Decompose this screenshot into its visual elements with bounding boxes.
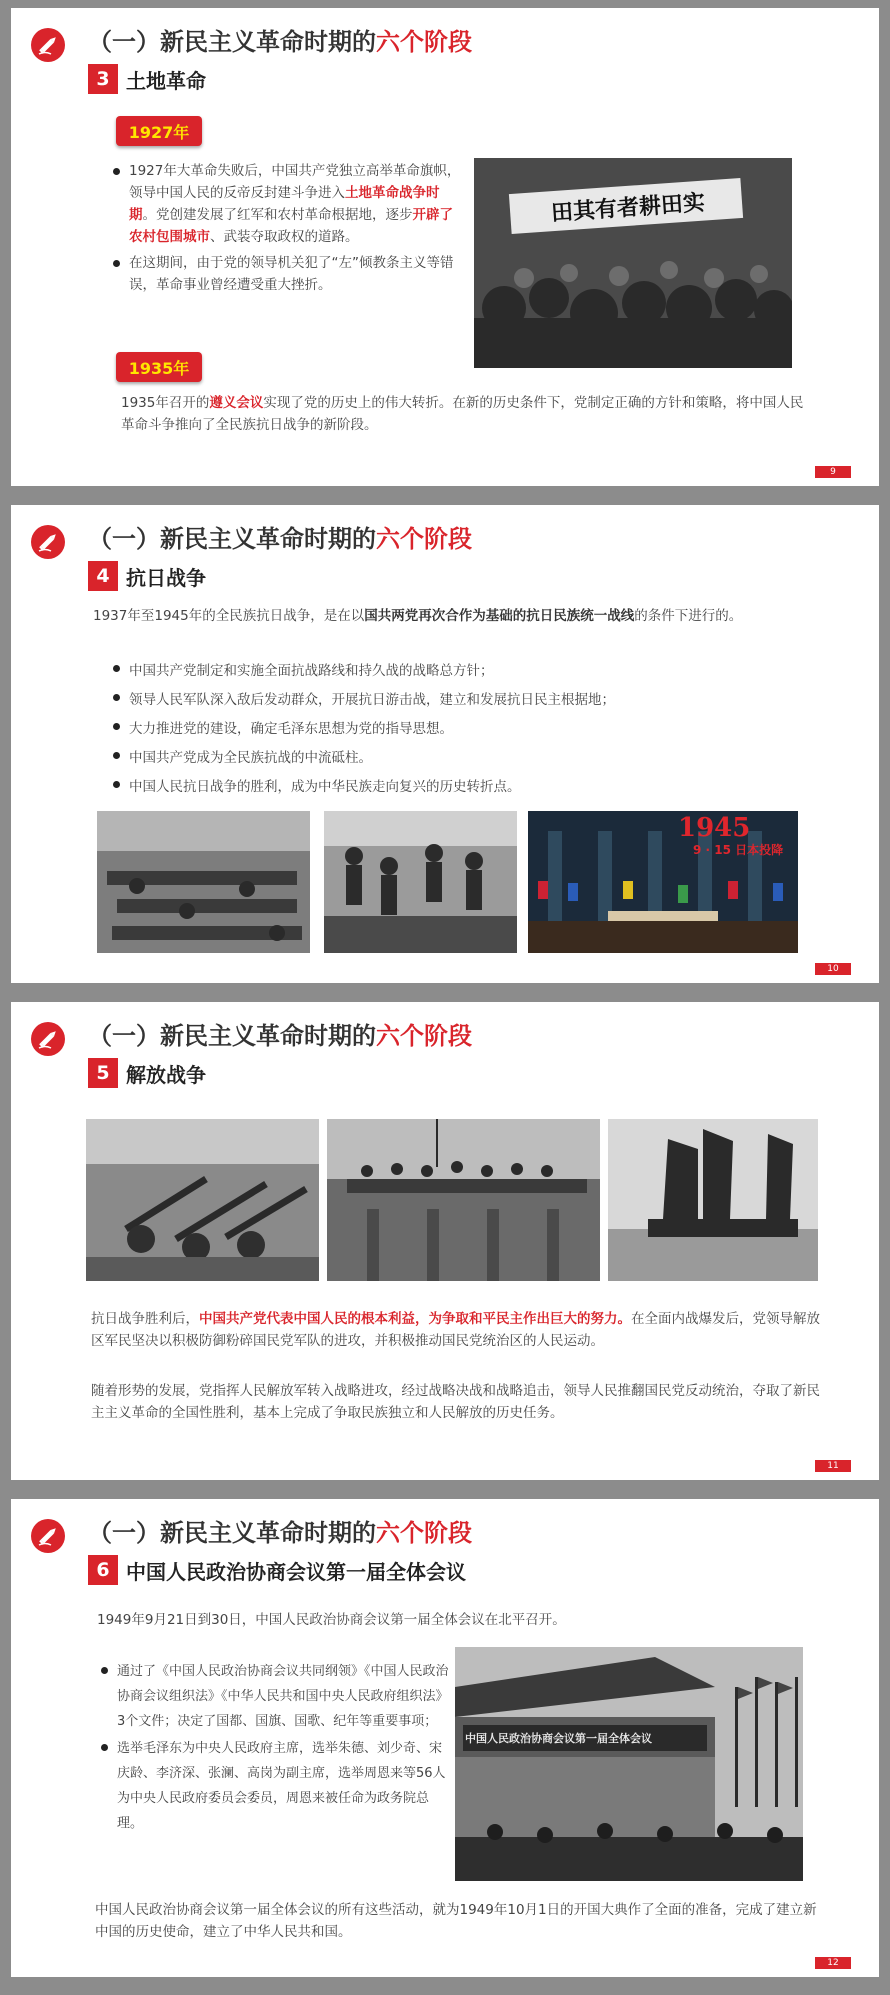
page-number: 9	[815, 466, 851, 478]
subsection-title: 抗日战争	[126, 565, 206, 590]
liberation-paragraph-2: 随着形势的发展，党指挥人民解放军转入战略进攻，经过战略决战和战略追击，领导人民推翻国民党反动统治，夺取了新民主主义革命的全国性胜利，基本上完成了争取民族独立和人民解放的历史任务。	[91, 1383, 820, 1421]
subsection-header	[88, 1555, 466, 1585]
intro-paragraph: 1949年9月21日到30日，中国人民政治协商会议第一届全体会议在北平召开。	[97, 1612, 566, 1628]
subsection-header	[88, 561, 206, 591]
list-item: 通过了《中国人民政治协商会议共同纲领》《中国人民政治协商会议组织法》《中华人民共和国中央人民政府组织法》3个文件；决定了国都、国旗、国歌、纪年等重要事项；	[99, 1659, 449, 1734]
list-item: 中国共产党成为全民族抗战的中流砥柱。	[111, 744, 831, 773]
subsection-title: 土地革命	[126, 68, 206, 93]
pencil-icon	[31, 525, 65, 559]
subsection-number: 4	[88, 561, 118, 591]
artillery-photo	[97, 811, 310, 953]
cannons-photo	[86, 1119, 319, 1281]
section-title: （一）新民主义革命时期的六个阶段	[88, 524, 472, 553]
soldiers-photo	[324, 811, 517, 953]
land-reform-photo	[474, 158, 792, 368]
intro-paragraph: 1937年至1945年的全民族抗日战争，是在以国共两党再次合作为基础的抗日民族统一战线的条件下进行的。	[93, 608, 743, 624]
surrender-ceremony-photo	[528, 811, 798, 953]
pencil-icon	[31, 28, 65, 62]
subsection-title: 中国人民政治协商会议第一届全体会议	[126, 1559, 466, 1584]
section-title: （一）新民主义革命时期的六个阶段	[88, 27, 472, 56]
subsection-header	[88, 1058, 206, 1088]
building-capture-photo	[327, 1119, 600, 1281]
slide-9	[11, 8, 879, 486]
section-title: （一）新民主义革命时期的六个阶段	[88, 1518, 472, 1547]
bullet-list	[111, 657, 831, 802]
year-badge-1927: 1927年	[116, 116, 202, 146]
pencil-icon	[31, 1022, 65, 1056]
year-badge-1935: 1935年	[116, 352, 202, 382]
bullet-list	[99, 1659, 449, 1836]
subsection-number: 6	[88, 1555, 118, 1585]
list-item: 1927年大革命失败后，中国共产党独立高举革命旗帜，领导中国人民的反帝反封建斗争进入土地革命战争时期。党创建发展了红军和农村革命根据地，逐步开辟了农村包围城市、武装夺取政权的道路。	[111, 160, 463, 248]
slide-12	[11, 1499, 879, 1977]
page-number: 11	[815, 1460, 851, 1472]
outro-paragraph: 中国人民政治协商会议第一届全体会议的所有这些活动，就为1949年10月1日的开国大典作了全面的准备，完成了建立新中国的历史使命，建立了中华人民共和国。	[95, 1902, 817, 1940]
list-item: 选举毛泽东为中央人民政府主席，选举朱德、刘少奇、宋庆龄、李济深、张澜、高岗为副主席，选举周恩来等56人为中央人民政府委员会委员，周恩来被任命为政务院总理。	[99, 1736, 449, 1836]
list-item: 领导人民军队深入敌后发动群众，开展抗日游击战，建立和发展抗日民主根据地；	[111, 686, 831, 715]
subsection-number: 5	[88, 1058, 118, 1088]
list-item: 在这期间，由于党的领导机关犯了“左”倾教条主义等错误，革命事业曾经遭受重大挫折。	[111, 252, 463, 296]
list-item: 中国共产党制定和实施全面抗战路线和持久战的战略总方针；	[111, 657, 831, 686]
page-number: 12	[815, 1957, 851, 1969]
cppcc-session-photo	[455, 1647, 803, 1881]
page-number: 10	[815, 963, 851, 975]
subsection-number: 3	[88, 64, 118, 94]
photo-caption-text: 9 · 15 日本投降	[693, 843, 784, 857]
photo-banner-text: 中国人民政治协商会议第一届全体会议	[465, 1732, 652, 1745]
river-crossing-photo	[608, 1119, 818, 1281]
bullet-list	[111, 160, 463, 296]
photo-banner-text: 田其有者耕田实	[550, 189, 706, 227]
list-item: 大力推进党的建设，确定毛泽东思想为党的指导思想。	[111, 715, 831, 744]
pencil-icon	[31, 1519, 65, 1553]
photo-year-text: 1945	[678, 813, 751, 843]
subsection-header	[88, 64, 206, 94]
slide-10	[11, 505, 879, 983]
zunyi-paragraph: 1935年召开的遵义会议实现了党的历史上的伟大转折。在新的历史条件下，党制定正确的方针和策略，将中国人民革命斗争推向了全民族抗日战争的新阶段。	[121, 395, 804, 433]
slide-11	[11, 1002, 879, 1480]
subsection-title: 解放战争	[126, 1062, 206, 1087]
liberation-paragraph-1: 抗日战争胜利后，中国共产党代表中国人民的根本利益，为争取和平民主作出巨大的努力。在全面内战爆发后，党领导解放区军民坚决以积极防御粉碎国民党军队的进攻，并积极推动国民党统治区的人民运动。	[91, 1311, 820, 1349]
section-title: （一）新民主义革命时期的六个阶段	[88, 1021, 472, 1050]
list-item: 中国人民抗日战争的胜利，成为中华民族走向复兴的历史转折点。	[111, 773, 831, 802]
